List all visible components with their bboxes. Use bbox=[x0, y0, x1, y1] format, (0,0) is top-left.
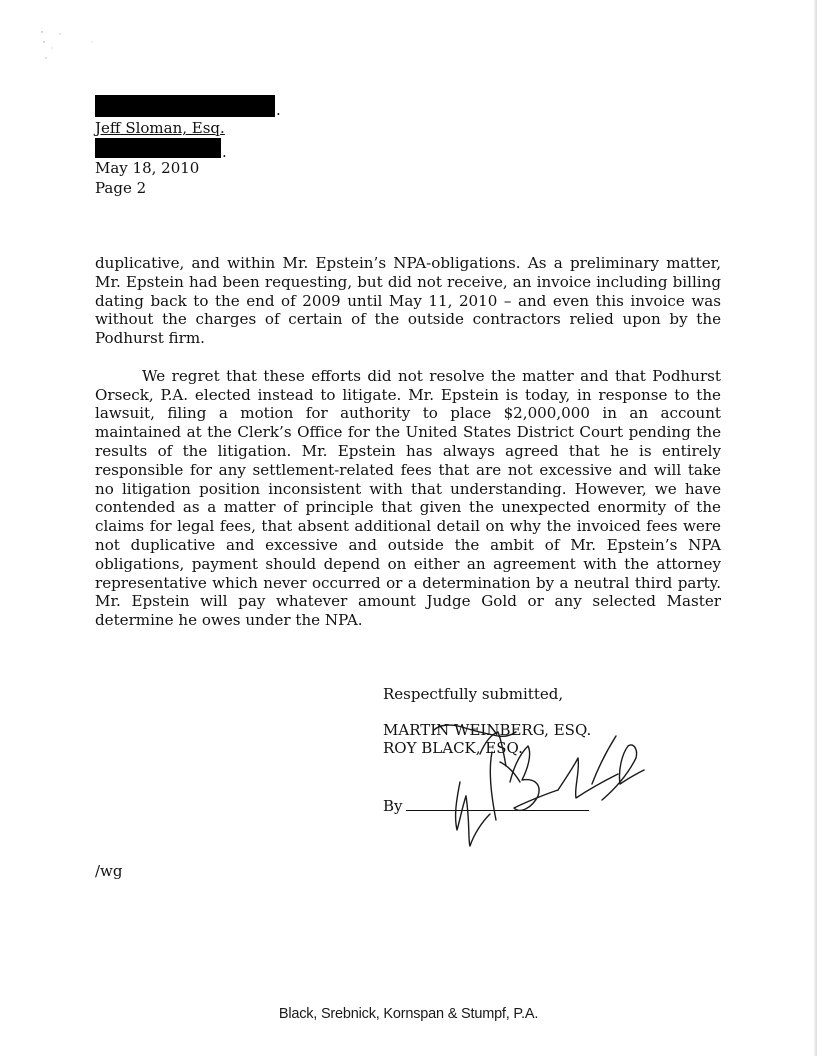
typist-initials: /wg bbox=[95, 862, 123, 880]
recipient-name: Jeff Sloman, Esq. bbox=[95, 119, 225, 137]
letter-header bbox=[95, 118, 395, 198]
letter-body bbox=[95, 254, 721, 630]
letter-date: May 18, 2010 bbox=[95, 159, 200, 177]
redaction-period-top: . bbox=[276, 101, 281, 119]
page-number: Page 2 bbox=[95, 179, 147, 197]
recipient-line bbox=[95, 118, 395, 138]
scan-specks-decoration bbox=[30, 28, 110, 88]
by-label: By bbox=[383, 797, 403, 815]
redaction-bar-second bbox=[95, 138, 221, 158]
body-paragraph-2: We regret that these efforts did not resolve the matter and that Podhurst Orseck, P.A. elected instead to litigate. Mr. Epstein is today, in response to the lawsuit, filing a motion for authority to place $2,000,000 in an account maintained at the Clerk’s Office for the United States District Court pending the results of the litigation. Mr. Epstein has always agreed that he is entirely responsible for any settlement-related fees that are not excessive and will take no litigation position inconsistent with that understanding. However, we have contended as a matter of principle that given the unexpected enormity of the claims for legal fees, that absent additional detail on why the invoiced fees were not duplicative and excessive and outside the ambit of Mr. Epstein’s NPA obligations, payment should depend on either an agreement with the attorney representative which never occurred or a determination by a neutral third party. Mr. Epstein will pay whatever amount Judge Gold or any selected Master determine he owes under the NPA. bbox=[95, 366, 721, 630]
redaction-bar-top bbox=[95, 95, 275, 117]
closing-salutation: Respectfully submitted, bbox=[383, 685, 564, 703]
redaction-period-second: . bbox=[222, 143, 227, 161]
firm-footer: Black, Srebnick, Kornspan & Stumpf, P.A. bbox=[278, 1006, 539, 1022]
signatory-black: ROY BLACK, ESQ. bbox=[383, 739, 523, 757]
handwritten-signature bbox=[370, 722, 660, 852]
body-paragraph-1: duplicative, and within Mr. Epstein’s NPA-obligations. As a preliminary matter, Mr. Epstein had been requesting, but did not receive, an invoice including billing dating back to the end of 2009 until May 11, 2010 – and even this invoice was without the charges of certain of the outside contractors relied upon by the Podhurst firm. bbox=[95, 254, 721, 348]
signatory-weinberg: MARTIN WEINBERG, ESQ. bbox=[383, 721, 592, 739]
